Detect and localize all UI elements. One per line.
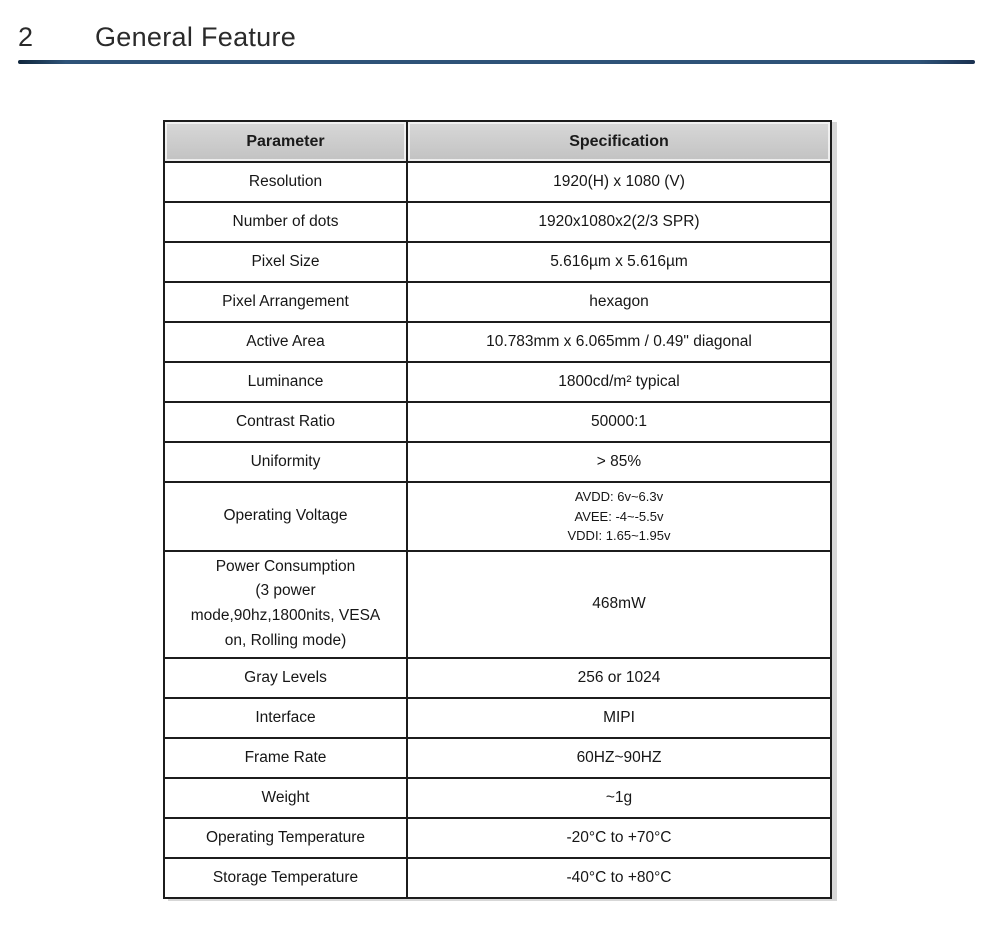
parameter-cell: Resolution bbox=[164, 162, 407, 202]
section-title: General Feature bbox=[95, 22, 297, 52]
specification-cell: 60HZ~90HZ bbox=[407, 738, 831, 778]
specification-cell: 5.616µm x 5.616µm bbox=[407, 242, 831, 282]
parameter-cell: Gray Levels bbox=[164, 658, 407, 698]
section-heading bbox=[18, 22, 296, 53]
parameter-cell: Operating Temperature bbox=[164, 818, 407, 858]
table-row bbox=[164, 482, 831, 551]
column-header-specification: Specification bbox=[407, 121, 831, 162]
table-row bbox=[164, 322, 831, 362]
specification-cell: 1800cd/m² typical bbox=[407, 362, 831, 402]
table-row bbox=[164, 402, 831, 442]
specification-cell: > 85% bbox=[407, 442, 831, 482]
parameter-cell: Weight bbox=[164, 778, 407, 818]
cell-line: mode,90hz,1800nits, VESA bbox=[190, 607, 381, 625]
table-row bbox=[164, 362, 831, 402]
table-row bbox=[164, 551, 831, 658]
specification-cell: ~1g bbox=[407, 778, 831, 818]
cell-line: on, Rolling mode) bbox=[224, 631, 347, 649]
heading-rule bbox=[18, 60, 975, 64]
section-number: 2 bbox=[18, 22, 34, 52]
parameter-cell: Active Area bbox=[164, 322, 407, 362]
parameter-cell: Pixel Arrangement bbox=[164, 282, 407, 322]
parameter-cell bbox=[164, 551, 407, 658]
table-row bbox=[164, 818, 831, 858]
cell-line: VDDI: 1.65~1.95v bbox=[567, 528, 671, 543]
table-row bbox=[164, 282, 831, 322]
table-row bbox=[164, 242, 831, 282]
parameter-cell: Number of dots bbox=[164, 202, 407, 242]
table-row bbox=[164, 202, 831, 242]
specification-cell: 1920x1080x2(2/3 SPR) bbox=[407, 202, 831, 242]
parameter-cell: Operating Voltage bbox=[164, 482, 407, 551]
table-row bbox=[164, 858, 831, 898]
cell-line: Power Consumption bbox=[215, 557, 356, 575]
cell-line: AVEE: -4~-5.5v bbox=[574, 508, 664, 524]
table-header-row bbox=[164, 121, 831, 162]
parameter-cell: Frame Rate bbox=[164, 738, 407, 778]
parameter-cell: Uniformity bbox=[164, 442, 407, 482]
specification-cell: -40°C to +80°C bbox=[407, 858, 831, 898]
column-header-parameter: Parameter bbox=[164, 121, 407, 162]
parameter-cell: Pixel Size bbox=[164, 242, 407, 282]
table-row bbox=[164, 738, 831, 778]
parameter-cell: Storage Temperature bbox=[164, 858, 407, 898]
specification-cell: 1920(H) x 1080 (V) bbox=[407, 162, 831, 202]
cell-line: (3 power bbox=[255, 582, 316, 600]
parameter-cell: Interface bbox=[164, 698, 407, 738]
spec-table-body bbox=[164, 162, 831, 898]
specification-cell: 256 or 1024 bbox=[407, 658, 831, 698]
specification-cell: 10.783mm x 6.065mm / 0.49" diagonal bbox=[407, 322, 831, 362]
table-row bbox=[164, 778, 831, 818]
specification-cell bbox=[407, 482, 831, 551]
specification-cell: hexagon bbox=[407, 282, 831, 322]
specification-cell: -20°C to +70°C bbox=[407, 818, 831, 858]
specification-cell: 50000:1 bbox=[407, 402, 831, 442]
table-row bbox=[164, 442, 831, 482]
cell-line: AVDD: 6v~6.3v bbox=[574, 489, 664, 504]
table-row bbox=[164, 658, 831, 698]
table-row bbox=[164, 162, 831, 202]
specification-cell: MIPI bbox=[407, 698, 831, 738]
spec-table bbox=[163, 120, 832, 899]
parameter-cell: Contrast Ratio bbox=[164, 402, 407, 442]
table-row bbox=[164, 698, 831, 738]
parameter-cell: Luminance bbox=[164, 362, 407, 402]
specification-cell: 468mW bbox=[407, 551, 831, 658]
